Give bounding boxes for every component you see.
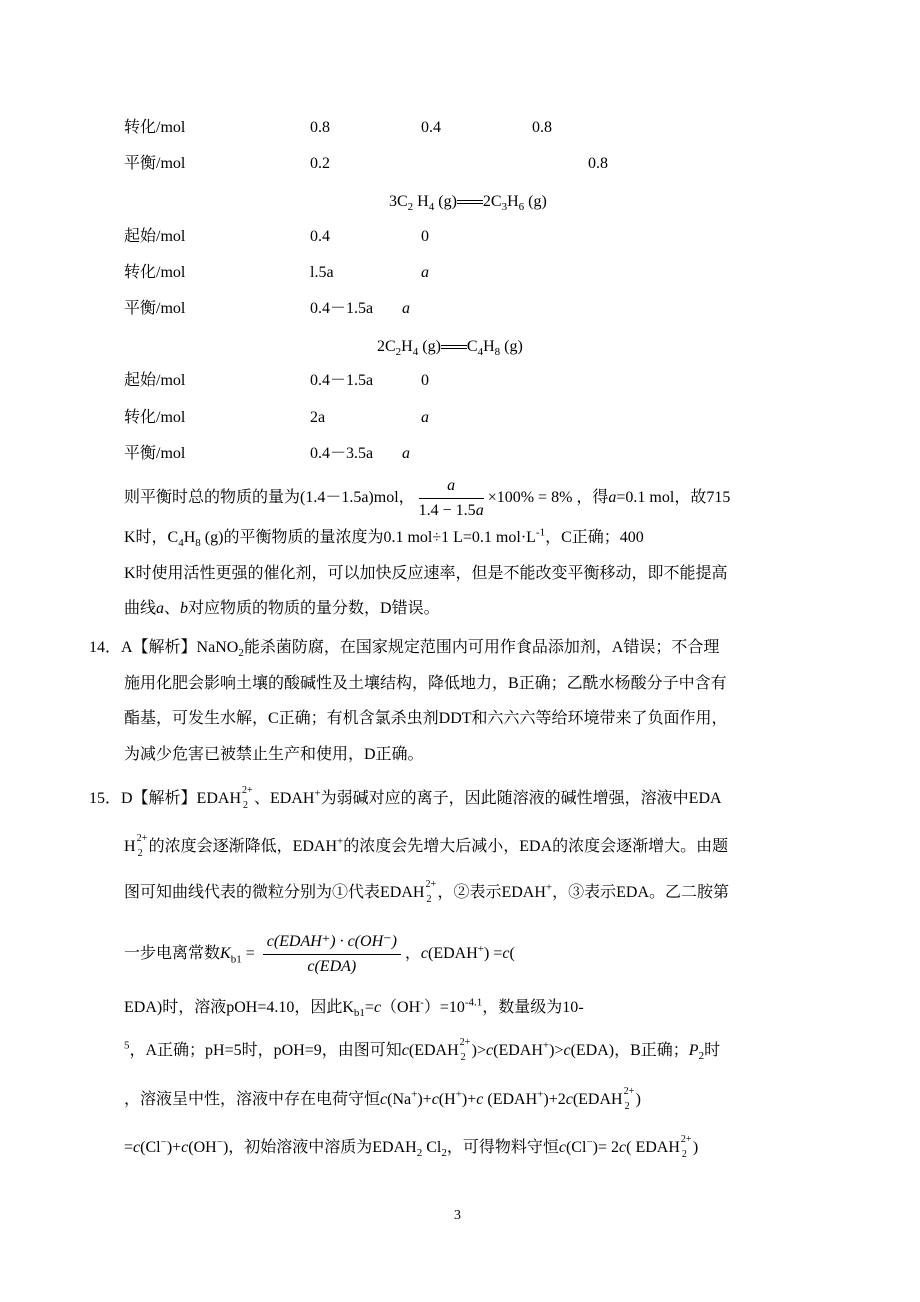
paragraph-line: 曲线a、b对应物质的物质的量分数，D错误。 — [124, 600, 440, 617]
row-label-conversion: 转化/mol — [124, 264, 186, 281]
q14-line: 酯基，可发生水解，C正确；有机含氯杀虫剂DDT和六六六等给环境带来了负面作用， — [124, 710, 728, 727]
row-label-start: 起始/mol — [124, 228, 186, 245]
row-label-start: 起始/mol — [124, 372, 186, 389]
cell: 0 — [421, 228, 429, 245]
row-label-equilibrium: 平衡/mol — [124, 445, 186, 462]
cell: 2a — [310, 409, 326, 426]
q15-line: =c(Cl−)+c(OH−)，初始溶液中溶质为$EDAH_2$ $Cl_2$，可得物料守恒c(Cl−)= 2c( EDAH 2+ 2 ) — [124, 1134, 699, 1161]
cell: 0.2 — [310, 155, 330, 172]
cell: a — [402, 300, 410, 317]
q15-line: 一步电离常数$K_{b1}$ = $\frac{\text{c(EDAH⁺) · c(OH⁻)}}{\text{c(EDA)}}$ ，c(EDAH+) =c( — [124, 933, 515, 975]
equilibrium-arrow-icon — [441, 343, 467, 351]
reaction-equation-2: $3C_2$ $H_4$ (g) $2C_3H_6$ (g) — [389, 193, 547, 214]
cell: a — [402, 445, 410, 462]
paragraph-line: K时使用活性更强的催化剂，可以加快反应速率，但是不能改变平衡移动，即不能提高 — [124, 565, 728, 582]
row-label-conversion: 转化/mol — [124, 119, 186, 136]
q15-line: EDA)时，溶液pOH=4.10，因此$K_{b1}=c(OH^-)=10^{-4.1}$，数量级为10- — [124, 996, 584, 1020]
cell: 0.4－3.5a — [310, 445, 374, 462]
q14-line: 14．A【解析】NaNO$_2$能杀菌防腐，在国家规定范围内可用作食品添加剂，A错误；不合理 — [89, 639, 720, 660]
cell: 0.4－1.5a — [310, 372, 374, 389]
q15-line: H 2+ 2 的浓度会逐渐降低，EDAH+的浓度会先增大后减小，EDA的浓度会逐渐增大。由题 — [124, 833, 729, 860]
cell: a — [421, 409, 429, 426]
cell: 0.4 — [310, 228, 330, 245]
cell: 0.8 — [588, 155, 608, 172]
q14-line: 施用化肥会影响土壤的酸碱性及土壤结构，降低地力，B正确；乙酰水杨酸分子中含有 — [124, 675, 727, 692]
q15-line: $^5$，A正确；pH=5时，pOH=9，由图可知c(EDAH 2+ 2 )>c(EDAH+)>c(EDA)，B正确；$P_2$时 — [124, 1037, 721, 1064]
q14-line: 为减少危害已被禁止生产和使用，D正确。 — [124, 746, 424, 763]
cell: 0.4－1.5a — [310, 300, 374, 317]
page-number: 3 — [454, 1208, 461, 1223]
q15-line: 15．D【解析】EDAH 2+ 2 、EDAH+为弱碱对应的离子，因此随溶液的碱性增强，溶液中EDA — [89, 785, 722, 812]
row-label-equilibrium: 平衡/mol — [124, 300, 186, 317]
equilibrium-arrow-icon — [457, 198, 483, 206]
fraction: $\frac{\text{c(EDAH⁺) · c(OH⁻)}}{\text{c(EDA)}}$ — [263, 932, 401, 977]
paragraph-line: K时，$C_4H_8$ (g)的平衡物质的量浓度为0.1 mol÷1 L=0.1 $mol\cdot L^{-1}$，C正确；400 — [124, 526, 644, 550]
reaction-equation-3: $2C_2H_4$ (g) $C_4H_8$ (g) — [377, 338, 523, 359]
cell: 0.8 — [532, 119, 552, 136]
cell: a — [421, 264, 429, 281]
row-label-equilibrium: 平衡/mol — [124, 155, 186, 172]
fraction: $\frac{a}{1.4 - 1.5a}$ — [418, 477, 484, 519]
cell: l.5a — [310, 264, 334, 281]
q15-line: 图可知曲线代表的微粒分别为①代表EDAH 2+ 2 ，②表示EDAH+，③表示EDA。乙二胺第 — [124, 879, 730, 906]
paragraph-line: 则平衡时总的物质的量为(1.4－1.5a)mol， $\frac{a}{1.4 - 1.5a}$ ×100% = 8% ，得a=0.1 mol，故715 — [124, 477, 731, 519]
q15-line: ，溶液呈中性，溶液中存在电荷守恒c(Na+)+c(H+)+c (EDAH+)+2c(EDAH 2+ 2 ) — [124, 1086, 641, 1113]
cell: 0 — [421, 372, 429, 389]
row-label-conversion: 转化/mol — [124, 409, 186, 426]
cell: 0.4 — [421, 119, 441, 136]
cell: 0.8 — [310, 119, 330, 136]
